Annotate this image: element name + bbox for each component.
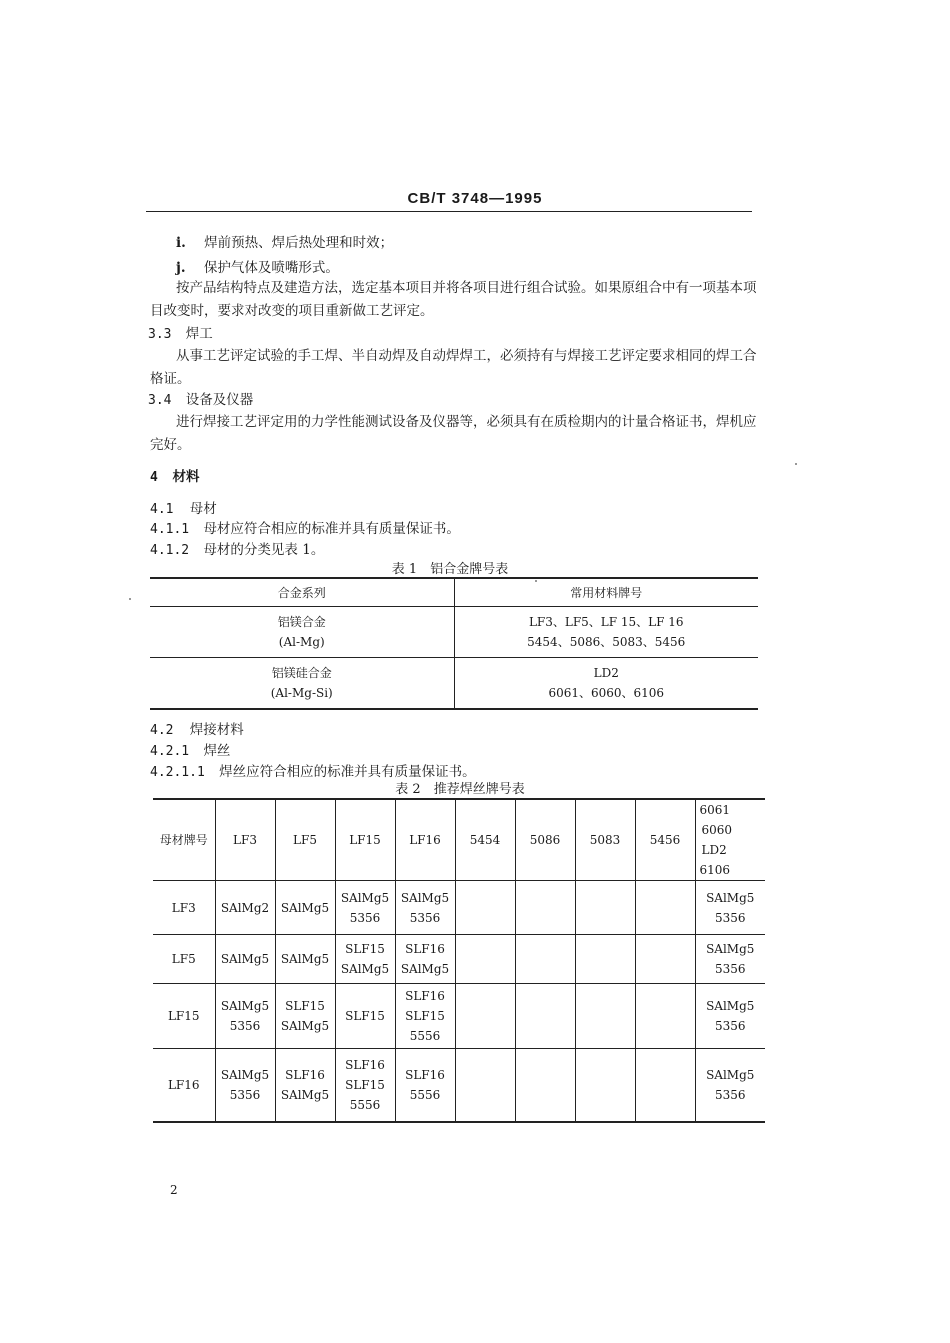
cell-line: 铝镁硅合金 (271, 666, 332, 680)
paragraph-line: 从事工艺评定试验的手工焊、半自动焊及自动焊焊工，必须持有与焊接工艺评定要求相同的焊工合 (176, 348, 757, 364)
section-heading-4-1-2 (150, 538, 324, 558)
table-cell (395, 881, 455, 935)
section-heading-4-2 (150, 718, 244, 738)
section-heading-4-1 (150, 497, 217, 517)
cell-line: 6061、6060、6106 (548, 686, 665, 700)
cell-line: SLF16 (285, 1068, 325, 1082)
table-cell (275, 881, 335, 935)
table-cell (575, 1049, 635, 1123)
table-header-row (150, 578, 758, 607)
cell-line: SAlMg5 (706, 942, 755, 956)
table-cell (335, 881, 395, 935)
table-cell (695, 984, 765, 1049)
cell-line: 铝镁合金 (277, 615, 326, 629)
table-cell (454, 607, 758, 658)
section-number: 4.2.1 (150, 744, 190, 759)
cell-line: SLF15 (345, 1009, 385, 1023)
list-item-j (176, 256, 339, 276)
table-cell (395, 935, 455, 984)
table-cell (515, 935, 575, 984)
table-cell (395, 1049, 455, 1123)
table-cell (275, 935, 335, 984)
cell-line: SLF15 (345, 942, 385, 956)
section-heading-3-4 (148, 388, 253, 408)
table-header-cell (695, 799, 765, 881)
cell-line: SLF15 (405, 1009, 445, 1023)
section-number: 4.1.2 (150, 543, 190, 558)
table-row-header: LF5 (153, 935, 215, 984)
paragraph-line: 按产品结构特点及建造方法，选定基本项目并将各项目进行组合试验。如果原组合中有一项基本项 (176, 280, 757, 296)
table-cell (455, 881, 515, 935)
table-header-cell: 合金系列 (277, 585, 326, 600)
table-row (153, 881, 765, 935)
section-title: 母材的分类见表 1。 (203, 542, 325, 558)
section-number: 3.4 (148, 393, 172, 408)
cell-line: SLF16 (345, 1058, 385, 1072)
table-cell (335, 935, 395, 984)
section-heading-4-2-1-1 (150, 760, 476, 780)
table-row-header: LF15 (153, 984, 215, 1049)
cell-line: 5356 (714, 1019, 746, 1033)
table-row (150, 607, 758, 658)
cell-line: SAlMg5 (220, 999, 270, 1013)
table-header-cell: 常用材料牌号 (454, 578, 758, 607)
cell-line: 5556 (409, 1088, 441, 1102)
table-cell (515, 1049, 575, 1123)
cell-line: SAlMg5 (340, 962, 390, 976)
cell-line: SLF16 (405, 1068, 445, 1082)
cell-line: SAlMg5 (340, 890, 390, 905)
table-row-header: LF16 (153, 1049, 215, 1123)
table-cell (455, 1049, 515, 1123)
table-cell (455, 935, 515, 984)
table-row (150, 658, 758, 710)
list-label: i. (176, 235, 186, 251)
section-number: 4.1 (150, 502, 174, 517)
table-cell (215, 1049, 275, 1123)
table-cell (395, 984, 455, 1049)
table-cell (575, 984, 635, 1049)
cell-line: LD2 (593, 666, 619, 680)
table-cell (455, 984, 515, 1049)
section-heading-3-3 (148, 322, 213, 342)
table-cell (275, 1049, 335, 1123)
cell-line: 5356 (714, 962, 746, 976)
scan-speck (535, 580, 537, 582)
table-header-cell: LF15 (335, 799, 395, 881)
table-cell (515, 881, 575, 935)
table-cell (575, 881, 635, 935)
cell-line: SAlMg5 (706, 1068, 755, 1082)
table-cell (454, 658, 758, 710)
cell-line: SAlMg5 (280, 1088, 330, 1102)
section-title: 母材应符合相应的标准并具有质量保证书。 (203, 521, 460, 537)
table-cell (335, 984, 395, 1049)
cell-line: 5356 (349, 910, 381, 925)
table-header-cell: 5456 (635, 799, 695, 881)
table-row (153, 935, 765, 984)
table-cell (215, 881, 275, 935)
cell-line: 5556 (409, 1029, 441, 1043)
section-title: 焊丝 (203, 743, 231, 759)
cell-line: SLF15 (285, 999, 325, 1013)
table-cell (635, 935, 695, 984)
table-cell (215, 984, 275, 1049)
header-rule (146, 211, 752, 212)
list-text: 焊前预热、焊后热处理和时效； (204, 235, 394, 251)
cell-line: (Al-Mg-Si) (270, 686, 333, 700)
cell-line: SAlMg2 (220, 900, 270, 915)
table-cell (695, 935, 765, 984)
table-cell (150, 658, 454, 710)
table-row (153, 984, 765, 1049)
section-heading-4 (150, 465, 200, 485)
document-header-code: CB/T 3748—1995 (407, 190, 543, 207)
table-row-header: LF3 (153, 881, 215, 935)
table-header-cell: LF3 (215, 799, 275, 881)
table-corner-cell: 母材牌号 (159, 833, 208, 847)
paragraph-line: 目改变时，要求对改变的项目重新做工艺评定。 (150, 303, 434, 319)
section-title: 焊接材料 (189, 722, 244, 738)
cell-line: 6106 (699, 863, 731, 877)
section-number: 3.3 (148, 327, 172, 342)
table-header-cell: 5454 (455, 799, 515, 881)
cell-line: LF3、LF5、LF 15、LF 16 (528, 615, 684, 629)
table-cell (635, 1049, 695, 1123)
table-cell (150, 607, 454, 658)
table-cell (275, 984, 335, 1049)
section-title: 材料 (172, 469, 200, 485)
cell-line: 5356 (714, 910, 746, 925)
table-cell (635, 984, 695, 1049)
table1-caption: 表 1 铝合金牌号表 (391, 562, 509, 577)
cell-line: 5356 (714, 1088, 746, 1102)
section-heading-4-2-1 (150, 739, 230, 759)
cell-line: SAlMg5 (706, 890, 755, 905)
section-title: 焊工 (185, 326, 213, 342)
cell-line: SAlMg5 (400, 962, 450, 976)
paragraph-line: 完好。 (150, 437, 191, 453)
table1 (150, 577, 758, 710)
cell-line: SLF16 (405, 942, 445, 956)
cell-line: (Al-Mg) (278, 635, 325, 649)
table-header-cell: 5083 (575, 799, 635, 881)
list-text: 保护气体及喷嘴形式。 (203, 260, 339, 276)
cell-line: SAlMg5 (220, 952, 270, 966)
cell-line: SAlMg5 (280, 900, 330, 915)
table-header-cell: LF5 (275, 799, 335, 881)
table-cell (635, 881, 695, 935)
table-cell (215, 935, 275, 984)
scan-speck (129, 598, 131, 600)
cell-line: SLF16 (405, 989, 445, 1003)
cell-line: 5356 (229, 1019, 261, 1033)
table-cell (515, 984, 575, 1049)
table-cell (695, 881, 765, 935)
table2 (153, 798, 765, 1123)
cell-line: SLF15 (345, 1078, 385, 1092)
table-cell (695, 1049, 765, 1123)
cell-line: SAlMg5 (280, 952, 330, 966)
table-header-cell: LF16 (395, 799, 455, 881)
section-heading-4-1-1 (150, 517, 460, 537)
table-cell (335, 1049, 395, 1123)
cell-line: SAlMg5 (280, 1019, 330, 1033)
cell-line: 5556 (349, 1098, 381, 1112)
cell-line: 5356 (229, 1088, 261, 1102)
scan-speck (795, 463, 797, 465)
section-number: 4 (150, 470, 158, 485)
table-header-cell: 5086 (515, 799, 575, 881)
section-number: 4.2.1.1 (150, 765, 205, 780)
list-item-i (176, 231, 393, 251)
table-header-row (153, 799, 765, 881)
cell-line: 5454、5086、5083、5456 (527, 635, 686, 649)
cell-line: 6061 (699, 803, 731, 817)
paragraph-line: 格证。 (150, 371, 191, 387)
cell-line: SAlMg5 (706, 999, 755, 1013)
section-title: 设备及仪器 (185, 392, 254, 408)
section-title: 焊丝应符合相应的标准并具有质量保证书。 (219, 764, 476, 780)
cell-line: 6060 LD2 (701, 823, 745, 857)
cell-line: SAlMg5 (220, 1068, 270, 1082)
table-cell (575, 935, 635, 984)
section-title: 母材 (189, 501, 217, 517)
cell-line: 5356 (409, 910, 441, 925)
table-row (153, 1049, 765, 1123)
list-label: j. (176, 260, 186, 276)
cell-line: SAlMg5 (400, 890, 450, 905)
section-number: 4.1.1 (150, 522, 190, 537)
page-number: 2 (170, 1183, 178, 1197)
section-number: 4.2 (150, 723, 174, 738)
table2-caption: 表 2 推荐焊丝牌号表 (395, 782, 525, 797)
paragraph-line: 进行焊接工艺评定用的力学性能测试设备及仪器等，必须具有在质检期内的计量合格证书，焊机应 (176, 414, 757, 430)
